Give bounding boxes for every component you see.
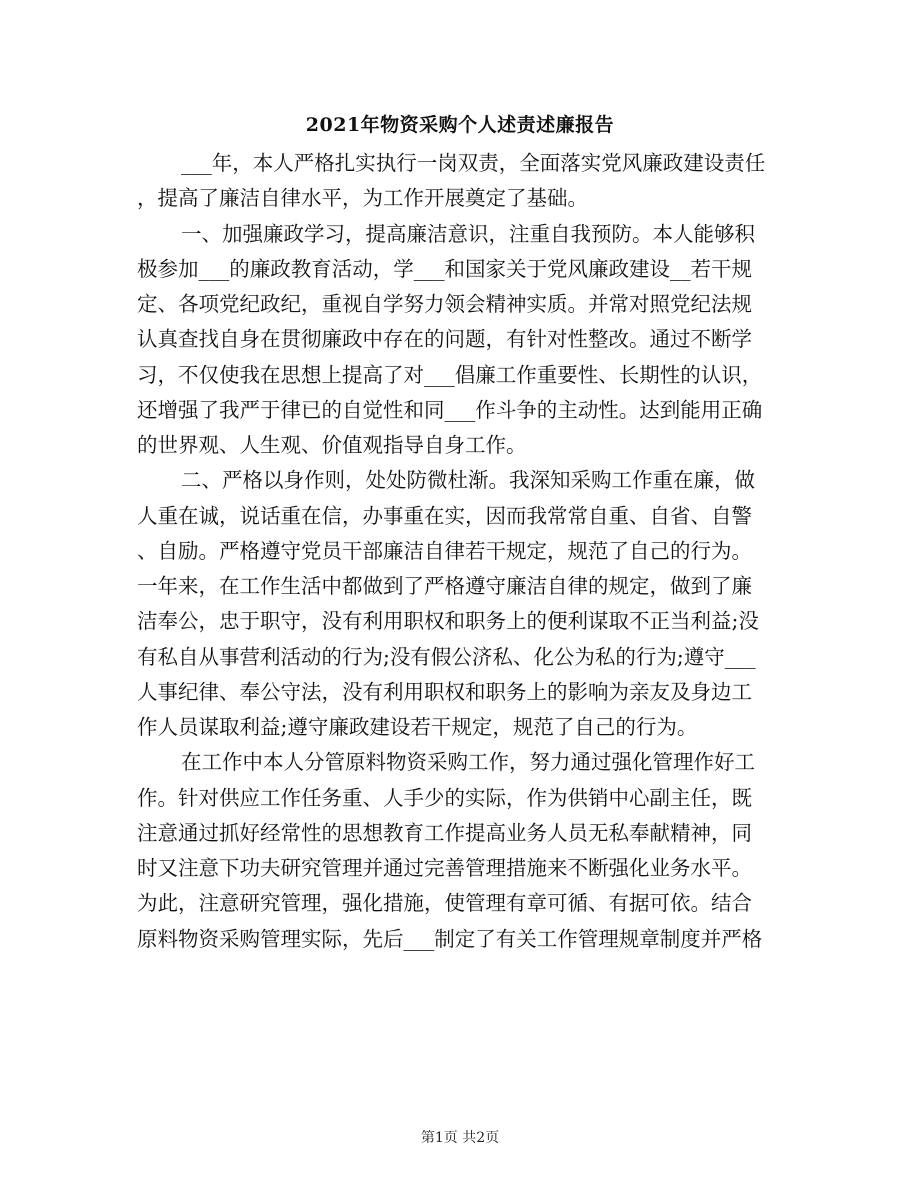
body-line: 时又注意下功夫研究管理并通过完善管理措施来不断强化业务水平。 — [137, 856, 752, 880]
body-line: 一年来，在工作生活中都做到了严格遵守廉洁自律的规定，做到了廉 — [137, 574, 752, 598]
body-line: 极参加___的廉政教育活动，学___和国家关于党风廉政建设__若干规 — [137, 256, 752, 281]
body-line: 、自励。严格遵守党员干部廉洁自律若干规定，规范了自己的行为。 — [137, 538, 752, 563]
body-line: 人重在诚，说话重在信，办事重在实，因而我常常自重、自省、自警 — [137, 503, 752, 528]
body-line: ___年，本人严格扎实执行一岗双责，全面落实党风廉政建设责任 — [181, 151, 766, 175]
page-number: 第1页 共2页 — [420, 1130, 500, 1146]
body-line: 人事纪律、奉公守法，没有利用职权和职务上的影响为亲友及身边工 — [137, 679, 752, 704]
body-line: 洁奉公，忠于职守，没有利用职权和职务上的便利谋取不正当利益;没 — [137, 609, 759, 634]
body-line: 作人员谋取利益;遵守廉政建设若干规定，规范了自己的行为。 — [137, 715, 698, 739]
body-line: 二、严格以身作则，处处防微杜渐。我深知采购工作重在廉，做 — [181, 468, 755, 493]
body-line: 注意通过抓好经常性的思想教育工作提高业务人员无私奉献精神，同 — [137, 820, 752, 845]
body-line: 习，不仅使我在思想上提高了对___倡廉工作重要性、长期性的认识， — [137, 362, 763, 387]
body-line: 的世界观、人生观、价值观指导自身工作。 — [137, 433, 527, 457]
body-line: 还增强了我严于律已的自觉性和同___作斗争的主动性。达到能用正确 — [137, 397, 763, 422]
body-line: 认真查找自身在贯彻廉政中存在的问题，有针对性整改。通过不断学 — [137, 327, 752, 352]
body-line: 在工作中本人分管原料物资采购工作，努力通过强化管理作好工 — [181, 750, 755, 775]
document-title: 2021年物资采购个人述责述廉报告 — [305, 114, 615, 136]
body-line: 作。针对供应工作任务重、人手少的实际，作为供销中心副主任，既 — [137, 785, 752, 810]
body-line: 一、加强廉政学习，提高廉洁意识，注重自我预防。本人能够积 — [181, 221, 755, 246]
body-line: 有私自从事营利活动的行为;没有假公济私、化公为私的行为;遵守___ — [137, 644, 756, 669]
document-body — [137, 146, 787, 957]
body-line: 原料物资采购管理实际，先后___制定了有关工作管理规章制度并严格 — [137, 926, 763, 951]
body-line: ，提高了廉洁自律水平，为工作开展奠定了基础。 — [137, 186, 588, 211]
body-line: 定、各项党纪政纪，重视自学努力领会精神实质。并常对照党纪法规 — [137, 292, 752, 316]
body-line: 为此，注意研究管理，强化措施，使管理有章可循、有据可依。结合 — [137, 891, 752, 916]
